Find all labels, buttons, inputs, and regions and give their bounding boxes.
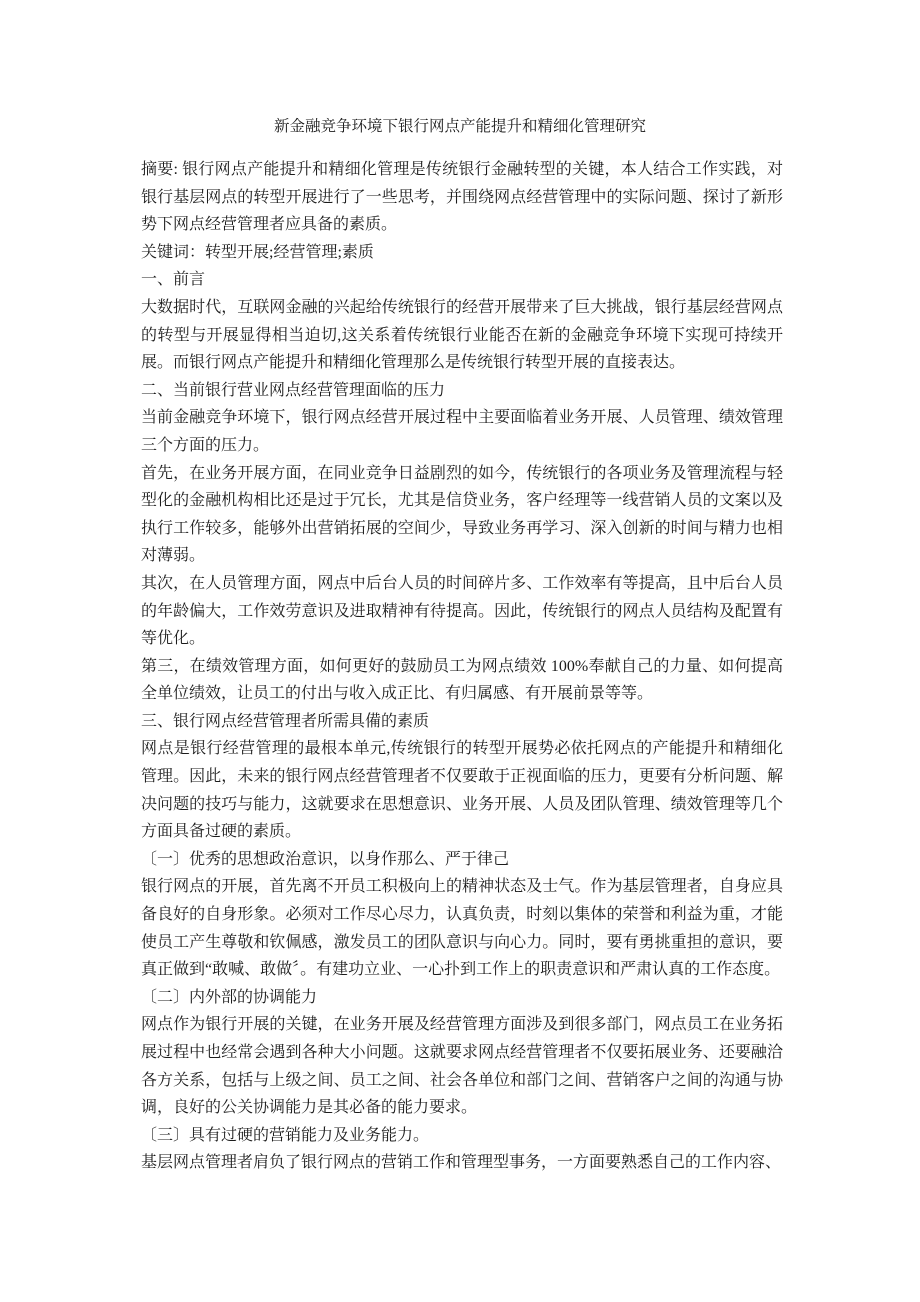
text-line: 执行工作较多，能够外出营销拓展的空间少，导致业务再学习、深入创新的时间与精力也相 [141,519,783,537]
paragraph [141,653,783,708]
document-title: 新金融竞争环境下银行网点产能提升和精细化管理研究 [273,118,646,135]
text-line: 展过程中也经常会遇到各种大小问题。这就要求网点经营管理者不仅要拓展业务、还要融洽 [141,1044,783,1061]
text-line: 备良好的自身形象。必须对工作尽心尽力，认真负责，时刻以集体的荣誉和利益为重，才能 [141,906,783,924]
text-line: 基层网点管理者肩负了银行网点的营销工作和管理型事务，一方面要熟悉自己的工作内容、 [141,1154,782,1172]
text-line: 〔一〕优秀的思想政治意识，以身作那么、严于律己 [141,850,510,868]
text-line: 〔二〕内外部的协调能力 [141,988,318,1006]
paragraph [141,266,783,294]
paragraph [141,1149,783,1177]
text-line: 势下网点经营管理者应具备的素质。 [141,216,398,234]
text-line: 真正做到“敢喊、敢做〞。有建功立业、一心扑到工作上的职责意识和严肃认真的工作态度。 [141,961,781,979]
text-line: 关键词：转型开展;经营管理;素质 [141,243,374,261]
paragraph [141,708,783,736]
paragraph [141,1011,783,1121]
paragraph [141,460,783,570]
text-line: 管理。因此，未来的银行网点经营管理者不仅要敢于正视面临的压力，更要有分析问题、解 [141,768,783,786]
paragraph [141,846,783,874]
text-line: 的年龄偏大，工作效劳意识及进取精神有待提高。因此，传统银行的网点人员结构及配置有 [141,602,783,620]
text-line: 二、当前银行营业网点经营管理面临的压力 [141,381,446,399]
text-line: 当前金融竞争环境下，银行网点经营开展过程中主要面临着业务开展、人员管理、绩效管理 [141,409,783,427]
text-line: 各方关系，包括与上级之间、员工之间、社会各单位和部门之间、营销客户之间的沟通与协 [141,1071,783,1089]
text-line: 摘要: 银行网点产能提升和精细化管理是传统银行金融转型的关键，本人结合工作实践，对 [141,161,783,178]
paragraph [141,735,783,845]
paragraph [141,984,783,1012]
text-line: 大数据时代，互联网金融的兴起给传统银行的经营开展带来了巨大挑战，银行基层经营网点 [141,298,783,316]
paragraph [141,1122,783,1150]
paragraph [141,873,783,983]
text-line: 三、银行网点经营管理者所需具備的素质 [141,712,430,730]
text-line: 银行基层网点的转型开展进行了一些思考，并围绕网点经营管理中的实际问题、探讨了新形 [141,188,783,206]
text-line: 首先，在业务开展方面，在同业竞争日益剧烈的如今，传统银行的各项业务及管理流程与轻 [141,464,783,482]
text-line: 型化的金融机构相比还是过于冗长，尤其是信贷业务，客户经理等一线营销人员的文案以及 [141,492,783,510]
text-line: 网点作为银行开展的关键，在业务开展及经营管理方面涉及到很多部门，网点员工在业务拓 [141,1016,783,1034]
text-line: 调，良好的公关协调能力是其必备的能力要求。 [141,1099,478,1117]
paragraph [141,377,783,405]
text-line: 展。而银行网点产能提升和精细化管理那么是传统银行转型开展的直接表达。 [141,354,686,372]
paragraph [141,404,783,459]
text-line: 方面具备过硬的素质。 [141,823,302,841]
text-line: 第三，在绩效管理方面，如何更好的鼓励员工为网点绩效 100%奉献自己的力量、如何提高 [141,657,783,675]
paragraph [141,156,783,239]
text-line: 银行网点的开展，首先离不开员工积极向上的精神状态及士气。作为基层管理者，自身应具 [141,878,783,896]
paragraph [141,239,783,267]
text-line: 的转型与开展显得相当迫切,这关系着传统银行业能否在新的金融竞争环境下实现可持续开 [141,326,783,344]
text-line: 一、前言 [141,271,206,289]
paragraph [141,570,783,653]
text-line: 全单位绩效，让员工的付出与收入成正比、有归属感、有开展前景等等。 [141,685,654,703]
text-line: 使员工产生尊敬和钦佩感，激发员工的团队意识与向心力。同时，要有勇挑重担的意识，要 [141,933,783,951]
document-body [141,156,783,1177]
text-line: 网点是银行经营管理的最根本单元,传统银行的转型开展势必依托网点的产能提升和精细化 [141,740,783,758]
text-line: 对薄弱。 [141,547,206,565]
text-line: 〔三〕具有过硬的营销能力及业务能力。 [141,1126,430,1144]
text-line: 其次，在人员管理方面，网点中后台人员的时间碎片多、工作效率有等提高，且中后台人员 [141,574,783,592]
text-line: 决问题的技巧与能力，这就要求在思想意识、业务开展、人员及团队管理、绩效管理等几个 [141,795,783,813]
text-line: 三个方面的压力。 [141,436,270,454]
text-line: 等优化。 [141,630,206,648]
paragraph [141,294,783,377]
